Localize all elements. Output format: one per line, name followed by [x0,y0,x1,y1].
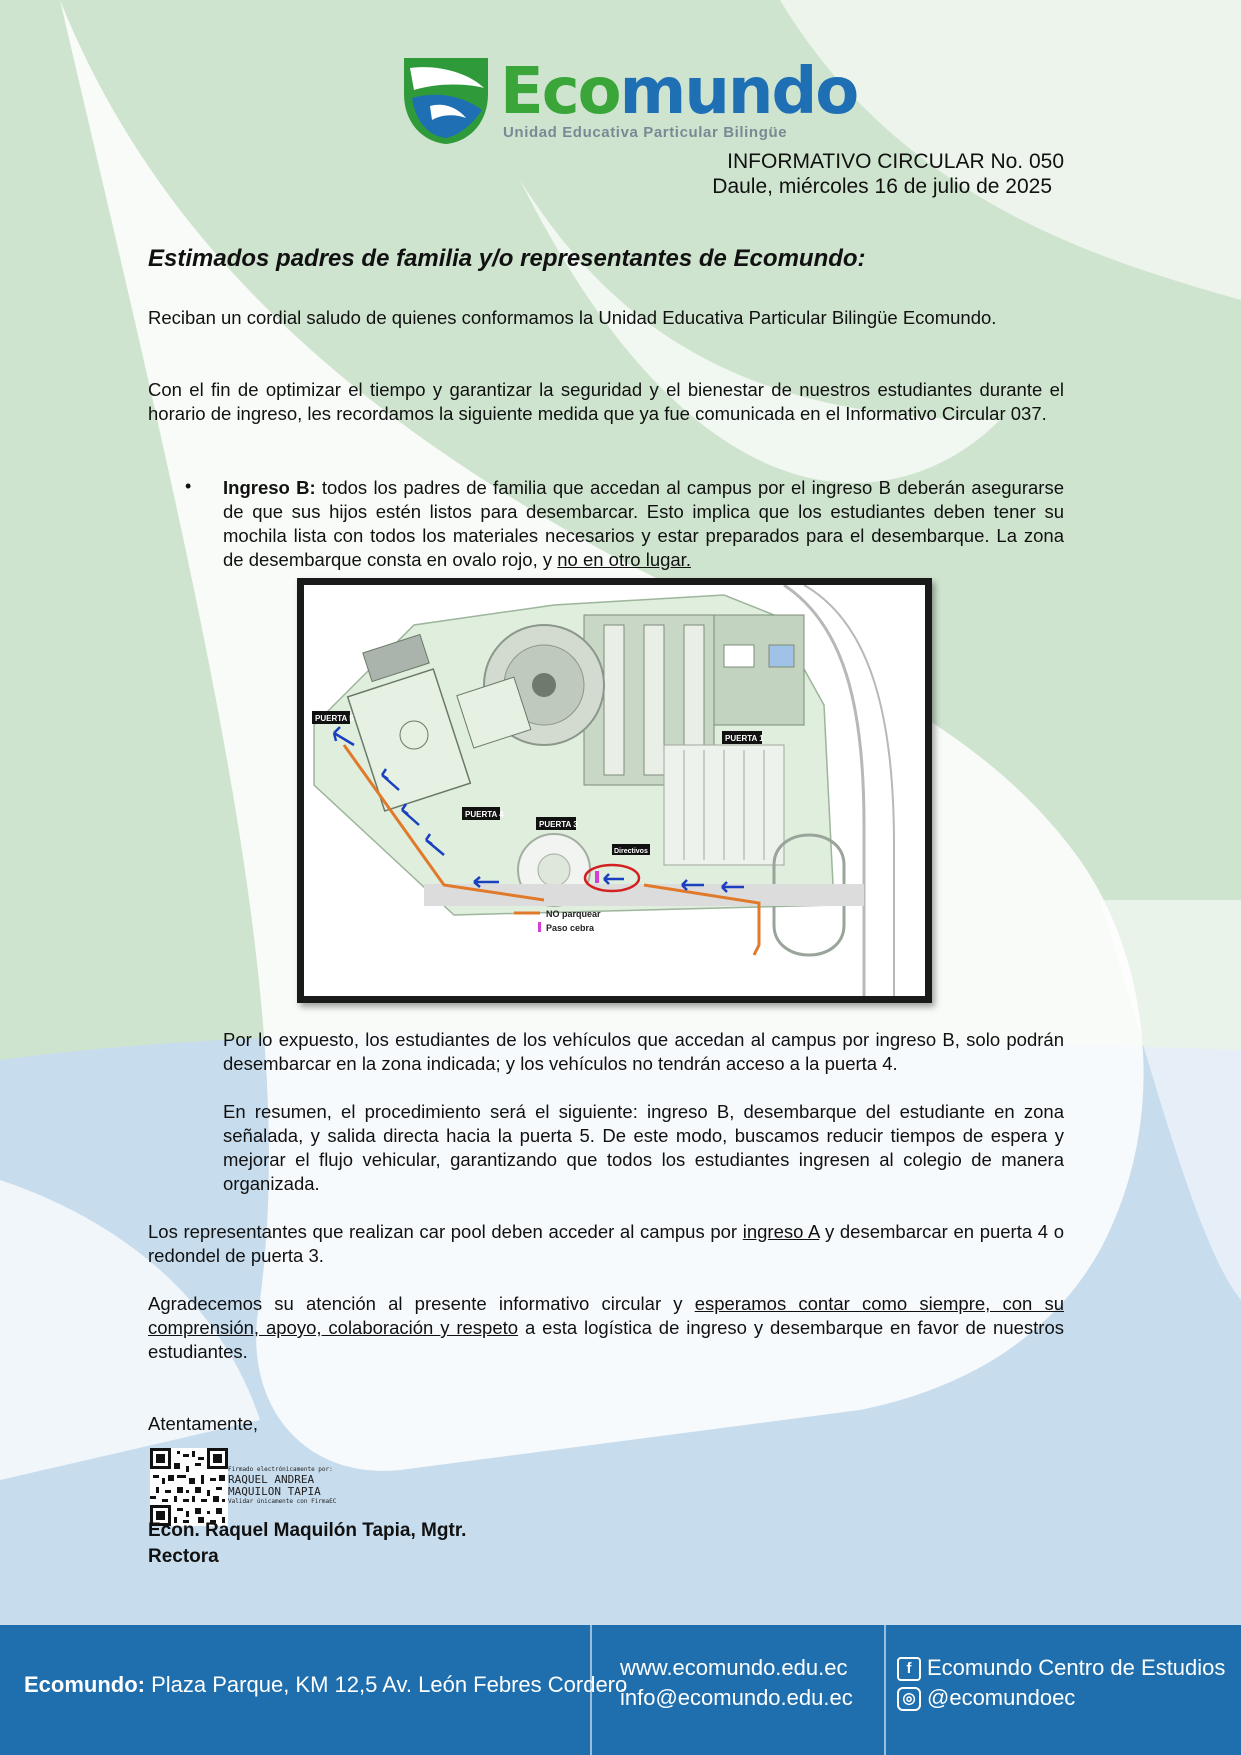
after-map-paragraph-1 [223,1028,1064,1076]
after-map-text-2: En resumen, el procedimiento será el siguiente: ingreso B, desembarque del estudiante en zona señalada, y salida directa hacia la puerta 5. De este modo, buscamos reducir tiempos de espera y mejorar el flujo vehicular, garantizando que todos los estudiantes ingresen al colegio de manera organizada. [223,1101,1064,1194]
bullet-underlined: no en otro lugar. [557,549,691,570]
footer-divider [884,1625,886,1755]
intro-text: Reciban un cordial saludo de quienes conformamos la Unidad Educativa Particular Bilingüe Ecomundo. [148,307,997,328]
thanks-paragraph [148,1292,1064,1364]
intro-paragraph [148,306,1064,330]
stamp-line-1: Firmado electrónicamente por: [228,1466,333,1473]
footer-instagram[interactable] [897,1685,1075,1711]
gate4-label: PUERTA 4 [465,810,504,819]
purpose-text: Con el fin de optimizar el tiempo y garantizar la seguridad y el bienestar de nuestros estudiantes durante el horario de ingreso, les recordamos la siguiente medida que ya fue comunicada en el Informativo Circular 037. [148,379,1064,424]
footer-bar [0,1625,1241,1755]
greeting: Estimados padres de familia y/o representantes de Ecomundo: [148,245,866,272]
carpool-before: Los representantes que realizan car pool deben acceder al campus por [148,1221,743,1242]
footer-facebook[interactable] [897,1655,1225,1681]
carpool-paragraph [148,1220,1064,1268]
circular-number: INFORMATIVO CIRCULAR No. 050 [727,150,1064,173]
legend-crosswalk: Paso cebra [546,923,595,933]
stamp-line-3: MAQUILON TAPIA [228,1485,321,1498]
thanks-text [148,1292,1064,1364]
campus-map-frame [297,578,932,1003]
campus-map-drawing [304,585,925,996]
legend-no-parking: NO parquear [546,909,601,919]
crosswalk-mark [595,871,599,883]
circular-header [712,149,1064,199]
after-map-paragraph-2 [223,1100,1064,1196]
bullet-marker: • [185,476,192,496]
footer-instagram-text: @ecomundoec [927,1685,1076,1710]
school-logo [400,52,858,152]
footer-address-label: Ecomundo: [24,1672,145,1697]
campus-map [304,585,925,996]
logo-subtitle: Unidad Educativa Particular Bilingüe [503,124,788,141]
thanks-after: a esta logística de ingreso y desembarque en favor de nuestros estudiantes. [148,1317,1064,1362]
gate5-label: PUERTA 5 [315,714,354,723]
signature-qr-code [150,1448,228,1526]
facebook-icon: f [897,1657,921,1681]
purpose-paragraph [148,378,1064,426]
instagram-icon: ◎ [897,1687,921,1711]
signer-block [148,1518,466,1570]
thanks-before: Agradecemos su atención al presente informativo circular y [148,1293,695,1314]
bullet-text [223,476,1064,572]
carpool-text [148,1220,1064,1268]
logo-wordmark-eco: Eco [500,55,620,129]
bullet-lead: Ingreso B: [223,477,316,498]
signer-role: Rectora [148,1546,219,1567]
thanks-underlined: esperamos contar como siempre, con su comprensión, apoyo, colaboración y respeto [148,1293,1064,1338]
bullet-body: todos los padres de familia que accedan al campus por el ingreso B deberán asegurarse de que sus hijos estén listos para desembarcar. Esto implica que los estudiantes deben tener su mochila lista con todos los materiales necesarios y estar preparados para el desembarque. La zona de desembarque consta en ovalo rojo, y [223,477,1064,570]
closing: Atentamente, [148,1413,259,1434]
directivos-label: Directivos [614,848,648,855]
carpool-underlined: ingreso A [742,1221,820,1242]
stamp-line-4: Validar únicamente con FirmaEC [228,1498,337,1505]
logo-wordmark [500,52,857,132]
after-map-text-1: Por lo expuesto, los estudiantes de los vehículos que accedan al campus por ingreso B, solo podrán desembarcar en la zona indicada; y los vehículos no tendrán acceso a la puerta 4. [223,1029,1064,1074]
logo-wordmark-mundo: mundo [619,55,858,129]
ecomundo-emblem-icon [400,54,492,146]
stamp-line-2: RAQUEL ANDREA [228,1473,315,1486]
footer-facebook-text: Ecomundo Centro de Estudios [927,1655,1226,1680]
signer-name: Econ. Raquel Maquilón Tapia, Mgtr. [148,1520,467,1541]
carpool-after: y desembarcar en puerta 4 o redondel de puerta 3. [148,1221,1064,1266]
footer-address [24,1672,627,1698]
gate3-label: PUERTA 3 [539,820,578,829]
footer-website[interactable]: www.ecomundo.edu.ec [620,1655,848,1680]
place-date: Daule, miércoles 16 de julio de 2025 [712,175,1052,198]
footer-address-text: Plaza Parque, KM 12,5 Av. León Febres Cordero [145,1672,628,1697]
gate1-label: PUERTA 1 [725,734,764,743]
footer-email[interactable]: info@ecomundo.edu.ec [620,1685,853,1710]
electronic-signature-stamp [228,1466,336,1506]
